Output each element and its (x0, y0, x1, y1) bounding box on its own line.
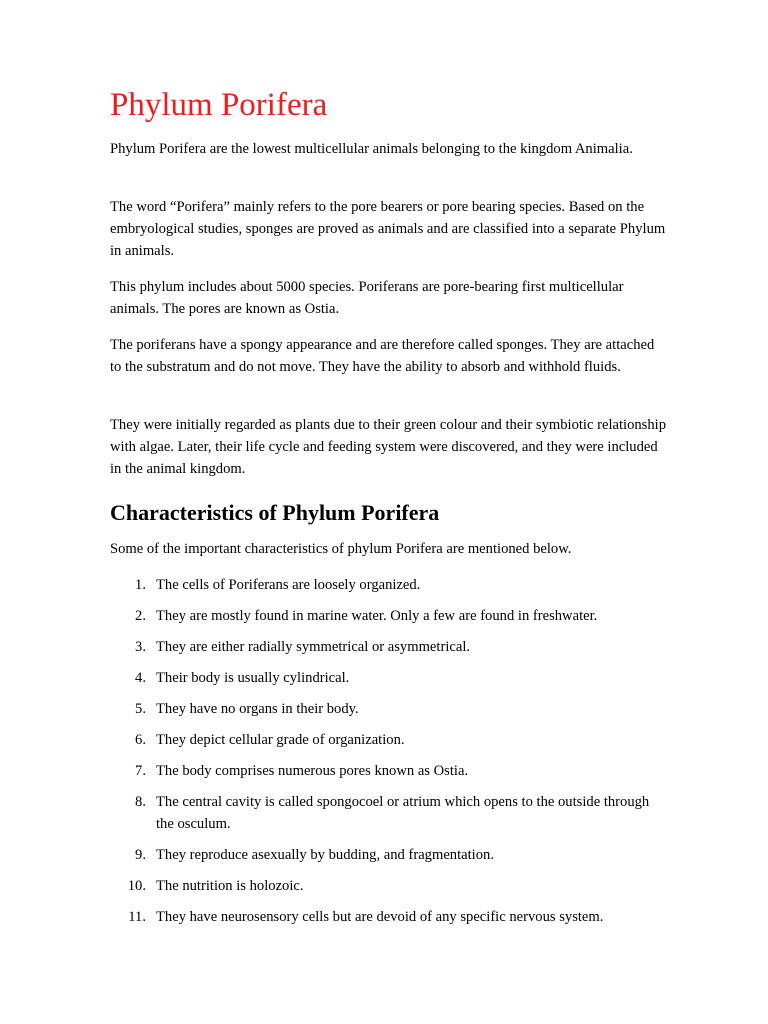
list-item-number: 4. (135, 670, 146, 686)
list-item-text: They depict cellular grade of organization. (156, 732, 405, 748)
section-heading: Characteristics of Phylum Porifera (110, 500, 440, 525)
page-title: Phylum Porifera (110, 87, 328, 123)
section-intro: Some of the important characteristics of phylum Porifera are mentioned below. (110, 541, 572, 557)
list-item-number: 8. (135, 794, 146, 810)
list-item-text: They have no organs in their body. (156, 701, 359, 717)
list-item-text: They reproduce asexually by budding, and fragmentation. (156, 847, 494, 863)
list-item-number: 5. (135, 701, 146, 717)
list-item-text: The body comprises numerous pores known as Ostia. (156, 763, 469, 779)
list-item-text: Their body is usually cylindrical. (156, 670, 350, 686)
paragraph-species: This phylum includes about 5000 species. Poriferans are pore-bearing first multicellular animals. The pores are known as Ostia. (110, 279, 624, 317)
paragraph-history: They were initially regarded as plants due to their green colour and their symbiotic relationship with algae. Later, their life cycle and feeding system were discovered, and they were included in the animal kingdom. (110, 417, 667, 477)
paragraph-sponges: The poriferans have a spongy appearance and are therefore called sponges. They are attached to the substratum and do not move. They have the ability to absorb and withhold fluids. (110, 337, 655, 375)
paragraph-intro: Phylum Porifera are the lowest multicellular animals belonging to the kingdom Animalia. (110, 141, 633, 157)
list-item-number: 11. (128, 909, 146, 925)
list-item-text: They are either radially symmetrical or asymmetrical. (156, 639, 471, 655)
list-item-number: 3. (135, 639, 146, 655)
list-item-text: They are mostly found in marine water. Only a few are found in freshwater. (156, 608, 598, 624)
paragraph-word-origin-text: The word “Porifera” mainly refers to the pore bearers or pore bearing species. Based on the embryological studies, sponges are proved as animals and are classified into a separate Phylum in animals. (110, 199, 666, 259)
list-item-number: 10. (127, 878, 146, 894)
list-item-text: The nutrition is holozoic. (156, 878, 304, 894)
list-item-number: 9. (135, 847, 146, 863)
list-item-number: 2. (135, 608, 146, 624)
list-item-text: The cells of Poriferans are loosely organized. (156, 577, 421, 593)
paragraph-word-origin (110, 196, 668, 262)
list-item-number: 1. (135, 577, 146, 593)
list-item-text: The central cavity is called spongocoel or atrium which opens to the outside through the osculum. (156, 794, 650, 832)
list-item-number: 6. (135, 732, 146, 748)
list-item-number: 7. (135, 763, 146, 779)
list-item-text: They have neurosensory cells but are devoid of any specific nervous system. (156, 909, 604, 925)
